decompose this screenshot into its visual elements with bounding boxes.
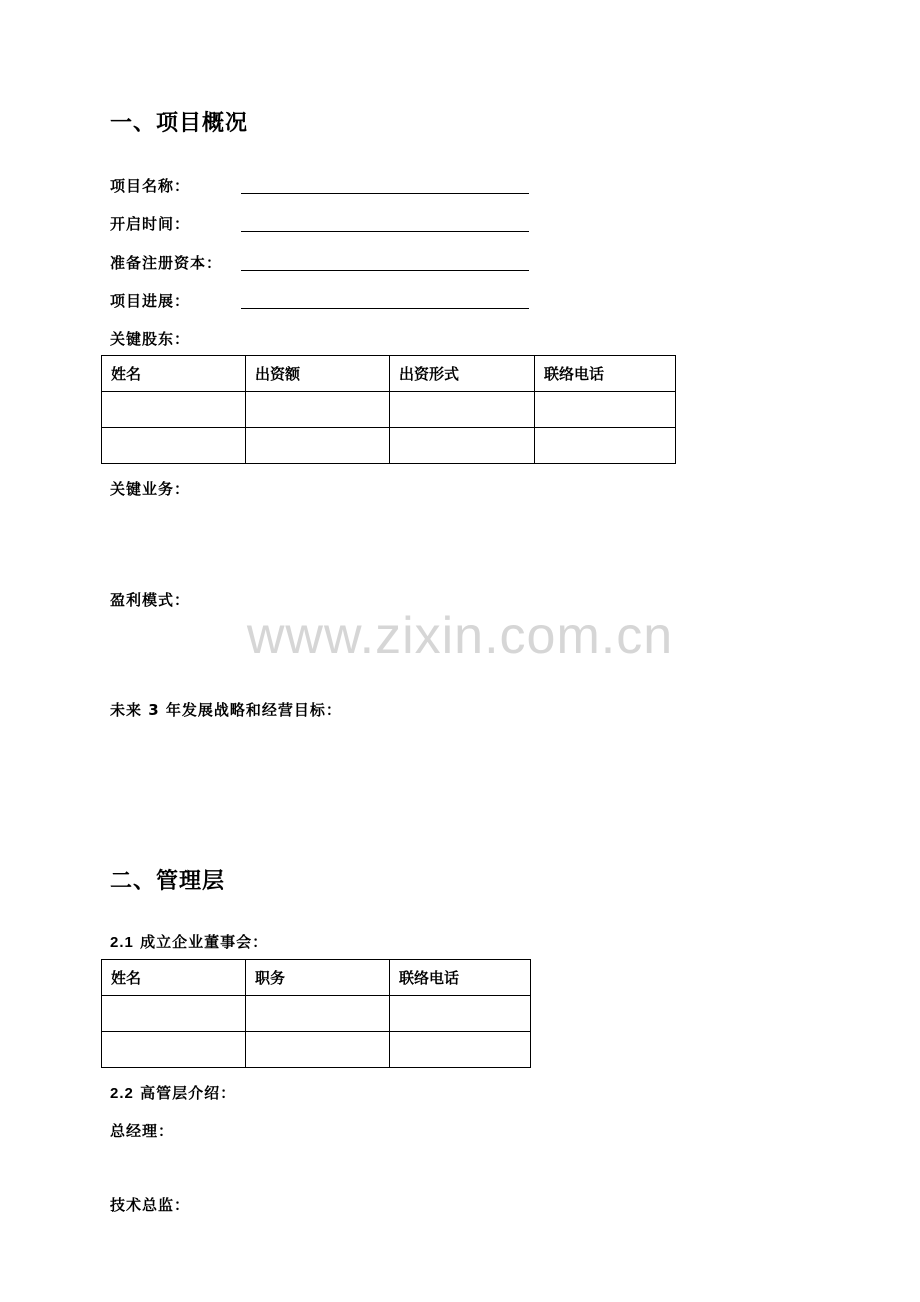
table-cell[interactable] <box>246 1032 390 1068</box>
section-2-title: 二、管理层 <box>110 869 226 894</box>
table-header-row <box>102 960 531 996</box>
board-label: 成立企业董事会： <box>140 933 269 951</box>
profit-model-label: 盈利模式： <box>110 591 191 609</box>
header-cell-amount: 出资额 <box>246 356 390 392</box>
general-manager-label: 总经理： <box>110 1122 175 1140</box>
registered-capital-blank[interactable] <box>241 270 529 271</box>
exec-number: 2.2 <box>110 1085 134 1102</box>
strategy-label: 未来 3 年发展战略和经营目标： <box>110 701 342 719</box>
table-row <box>102 428 676 464</box>
project-progress-label: 项目进展： <box>110 292 191 310</box>
shareholders-label: 关键股东： <box>110 330 191 348</box>
shareholders-table <box>101 355 676 464</box>
board-table <box>101 959 531 1068</box>
table-cell[interactable] <box>102 1032 246 1068</box>
project-name-blank[interactable] <box>241 193 529 194</box>
table-cell[interactable] <box>102 392 246 428</box>
table-row <box>102 1032 531 1068</box>
header-cell-position: 职务 <box>246 960 390 996</box>
exec-label: 高管层介绍： <box>140 1084 237 1102</box>
table-cell[interactable] <box>390 1032 531 1068</box>
header-cell-form: 出资形式 <box>390 356 535 392</box>
project-progress-blank[interactable] <box>241 308 529 309</box>
watermark: www.zixin.com.cn <box>246 607 674 665</box>
header-cell-phone: 联络电话 <box>390 960 531 996</box>
table-cell[interactable] <box>102 428 246 464</box>
board-heading <box>110 931 268 952</box>
table-cell[interactable] <box>390 392 535 428</box>
table-cell[interactable] <box>390 996 531 1032</box>
header-cell-name: 姓名 <box>102 356 246 392</box>
project-name-label: 项目名称： <box>110 177 191 195</box>
table-cell[interactable] <box>535 428 676 464</box>
start-time-label: 开启时间： <box>110 215 191 233</box>
table-cell[interactable] <box>390 428 535 464</box>
table-row <box>102 996 531 1032</box>
header-cell-name: 姓名 <box>102 960 246 996</box>
section-1-title: 一、项目概况 <box>110 111 249 136</box>
technical-director-label: 技术总监： <box>110 1196 191 1214</box>
table-cell[interactable] <box>102 996 246 1032</box>
table-row <box>102 392 676 428</box>
table-cell[interactable] <box>246 428 390 464</box>
header-cell-phone: 联络电话 <box>535 356 676 392</box>
table-cell[interactable] <box>246 996 390 1032</box>
start-time-blank[interactable] <box>241 231 529 232</box>
table-cell[interactable] <box>246 392 390 428</box>
table-header-row <box>102 356 676 392</box>
key-business-label: 关键业务： <box>110 480 191 498</box>
table-cell[interactable] <box>535 392 676 428</box>
exec-heading <box>110 1082 236 1103</box>
board-number: 2.1 <box>110 934 134 951</box>
registered-capital-label: 准备注册资本： <box>110 254 223 272</box>
